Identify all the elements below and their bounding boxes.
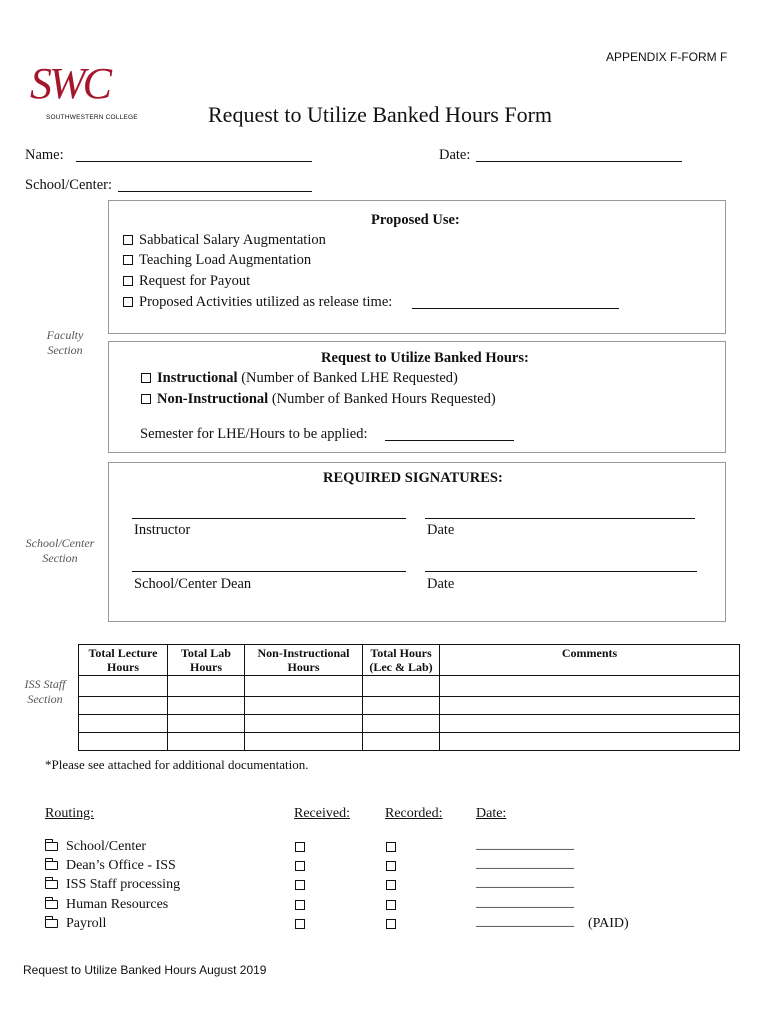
folder-icon [45, 880, 58, 889]
routing-item-deans-office: Dean’s Office - ISS [45, 858, 176, 874]
table-cell[interactable] [363, 733, 440, 751]
dean-date-line[interactable] [425, 571, 697, 572]
banked-hours-box [108, 341, 726, 453]
date-label-1: Date [427, 522, 455, 538]
table-cell[interactable] [79, 733, 168, 751]
received-checkbox[interactable] [295, 919, 305, 929]
table-cell[interactable] [245, 697, 363, 715]
semester-field[interactable] [385, 440, 514, 441]
table-cell[interactable] [168, 733, 245, 751]
routing-date-blank[interactable]: ______________ [476, 895, 574, 910]
recorded-checkbox[interactable] [386, 900, 396, 910]
received-checkbox[interactable] [295, 861, 305, 871]
logo-text: SWC [30, 59, 109, 108]
table-header-row [79, 645, 740, 676]
routing-date-blank[interactable]: ______________ [476, 837, 574, 852]
date-field[interactable] [476, 161, 682, 162]
option-teaching-load[interactable]: Teaching Load Augmentation [123, 252, 311, 269]
routing-date-blank[interactable]: ______________ [476, 914, 574, 929]
checkbox[interactable] [123, 297, 133, 307]
received-checkbox[interactable] [295, 900, 305, 910]
recorded-checkbox[interactable] [386, 919, 396, 929]
signatures-box [108, 462, 726, 622]
table-cell[interactable] [245, 733, 363, 751]
table-cell[interactable] [363, 715, 440, 733]
recorded-checkbox[interactable] [386, 880, 396, 890]
table-row [79, 733, 740, 751]
table-cell[interactable] [363, 676, 440, 697]
table-row [79, 715, 740, 733]
table-cell[interactable] [168, 697, 245, 715]
checkbox[interactable] [123, 255, 133, 265]
routing-date-blank[interactable]: ______________ [476, 856, 574, 871]
col-total-lab-hours: Total Lab Hours [168, 645, 245, 676]
table-cell[interactable] [168, 676, 245, 697]
school-center-field[interactable] [118, 191, 312, 192]
school-center-section-label: School/Center Section [25, 536, 95, 565]
folder-icon [45, 900, 58, 909]
option-payout[interactable]: Request for Payout [123, 273, 250, 290]
folder-icon [45, 919, 58, 928]
table-cell[interactable] [440, 676, 740, 697]
logo-subtext: SOUTHWESTERN COLLEGE [46, 114, 138, 121]
col-total-lecture-hours: Total Lecture Hours [79, 645, 168, 676]
dean-label: School/Center Dean [134, 576, 252, 592]
proposed-use-box [108, 200, 726, 334]
option-instructional[interactable]: Instructional (Number of Banked LHE Requested) [141, 370, 458, 387]
release-time-field[interactable] [412, 308, 619, 309]
table-cell[interactable] [440, 697, 740, 715]
footnote: *Please see attached for additional documentation. [45, 757, 309, 772]
col-comments: Comments [440, 645, 740, 676]
received-checkbox[interactable] [295, 842, 305, 852]
table-row [79, 697, 740, 715]
table-cell[interactable] [168, 715, 245, 733]
instructor-signature-line[interactable] [132, 518, 406, 519]
routing-item-school-center: School/Center [45, 839, 146, 855]
appendix-label: APPENDIX F-FORM F [606, 50, 728, 64]
col-total-hours: Total Hours (Lec & Lab) [363, 645, 440, 676]
option-non-instructional[interactable]: Non-Instructional (Number of Banked Hours Requested) [141, 391, 496, 408]
checkbox[interactable] [123, 235, 133, 245]
received-checkbox[interactable] [295, 880, 305, 890]
footer-text: Request to Utilize Banked Hours August 2019 [23, 963, 267, 977]
table-cell[interactable] [79, 697, 168, 715]
name-field[interactable] [76, 161, 312, 162]
table-cell[interactable] [363, 697, 440, 715]
school-center-label: School/Center: [25, 177, 112, 193]
checkbox[interactable] [141, 394, 151, 404]
option-release-time[interactable]: Proposed Activities utilized as release time: [123, 294, 392, 311]
routing-date-blank[interactable]: ______________ [476, 875, 574, 890]
paid-label: (PAID) [588, 916, 629, 931]
table-cell[interactable] [79, 715, 168, 733]
iss-hours-table [78, 644, 740, 751]
received-header: Received: [294, 806, 350, 821]
instructor-date-line[interactable] [425, 518, 695, 519]
table-cell[interactable] [440, 715, 740, 733]
option-sabbatical[interactable]: Sabbatical Salary Augmentation [123, 232, 326, 249]
page-title: Request to Utilize Banked Hours Form [208, 102, 553, 127]
name-label: Name: [25, 147, 64, 163]
instructor-label: Instructor [134, 522, 191, 538]
recorded-checkbox[interactable] [386, 861, 396, 871]
date-header: Date: [476, 806, 507, 821]
routing-header: Routing: [45, 806, 95, 821]
date-label-2: Date [427, 576, 455, 592]
semester-label: Semester for LHE/Hours to be applied: [140, 426, 368, 442]
folder-icon [45, 842, 58, 851]
routing-item-human-resources: Human Resources [45, 897, 168, 913]
col-non-instructional-hours: Non-Instructional Hours [245, 645, 363, 676]
signatures-heading: REQUIRED SIGNATURES: [323, 470, 503, 486]
routing-item-payroll: Payroll [45, 916, 106, 932]
proposed-use-heading: Proposed Use: [371, 212, 460, 228]
table-cell[interactable] [245, 715, 363, 733]
faculty-section-label: Faculty Section [46, 328, 84, 357]
dean-signature-line[interactable] [132, 571, 406, 572]
checkbox[interactable] [123, 276, 133, 286]
routing-item-iss-staff: ISS Staff processing [45, 877, 180, 893]
table-cell[interactable] [79, 676, 168, 697]
date-label: Date: [439, 147, 471, 163]
table-row [79, 676, 740, 697]
checkbox[interactable] [141, 373, 151, 383]
recorded-header: Recorded: [385, 806, 443, 821]
table-cell[interactable] [440, 733, 740, 751]
recorded-checkbox[interactable] [386, 842, 396, 852]
swc-logo [28, 59, 138, 124]
folder-icon [45, 861, 58, 870]
iss-staff-section-label: ISS Staff Section [24, 677, 66, 706]
banked-hours-heading: Request to Utilize Banked Hours: [321, 350, 529, 366]
table-cell[interactable] [245, 676, 363, 697]
